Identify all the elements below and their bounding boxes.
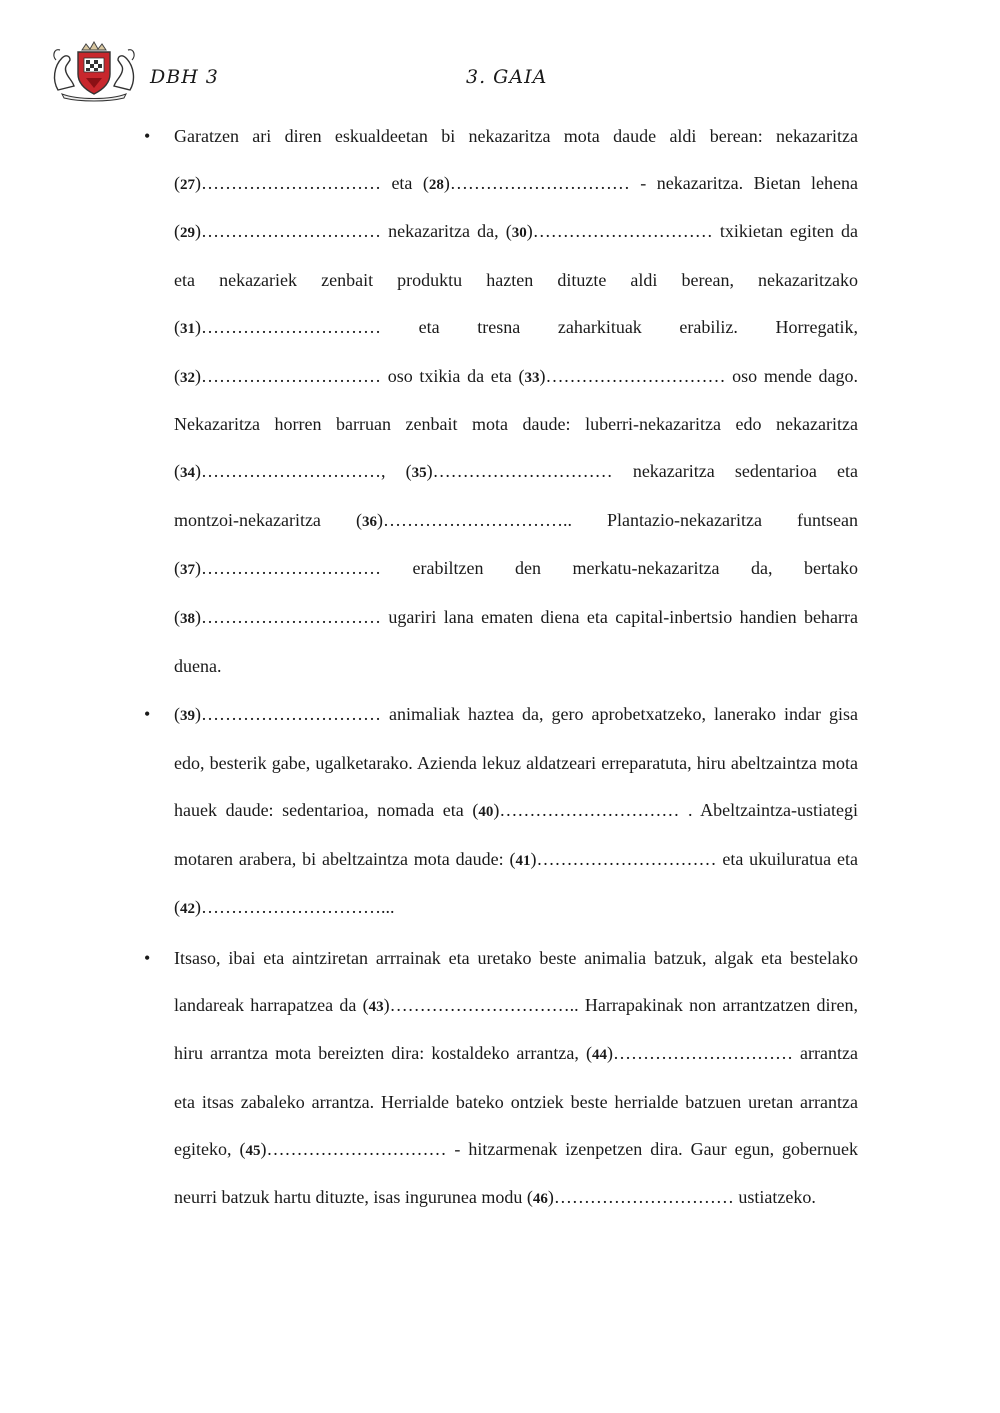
text-segment: ………………………… ustiatzeko. — [553, 1187, 816, 1208]
blank-number: 43 — [368, 998, 384, 1015]
bullet-item — [140, 691, 858, 933]
blank-number: 29 — [180, 225, 195, 242]
blank-number: 35 — [411, 464, 427, 481]
text-segment: ………………………… oso mende dago. Nekazaritza horren barruan zenbait mota daude: luberri-nekazaritza edo nekazaritza — [174, 365, 858, 435]
text-segment: ………………………… txikietan egiten da eta nekazariek zenbait produktu hazten dituzte aldi berean, nekazaritzako — [174, 221, 858, 291]
blank-number: 45 — [245, 1142, 261, 1159]
blank-number: 39 — [180, 708, 195, 725]
paragraph-text: • Garatzen ari diren eskualdeetan bi nekazaritza mota daude aldi berean: nekazaritza (27)………………………… eta (28)………………………… - nekazaritza. Bietan lehena (29)………………………… nekazaritza da, (30)………………………… txikietan egiten da eta nekazariek zenbait produktu hazten dituzte aldi berean, nekazaritzako (31)………………………… eta tresna zaharkituak erabiliz. Horregatik, (32)………………………… oso txikia da eta (33)………………………… oso mende dago. Nekazaritza horren barruan zenbait mota daude: luberri-nekazaritza edo nekazaritza (34)…………………………, (35)………………………… nekazaritza sedentarioa eta montzoi-nekazaritza (36)………………………….. Plantazio-nekazaritza funtsean (37)………………………… erabiltzen den merkatu-nekazaritza da, bertako (38)………………………… ugariri lana ematen diena eta capital-inbertsio handien beharra duena. — [174, 126, 858, 676]
text-segment: ………………………….. Plantazio-nekazaritza funtsean — [382, 509, 858, 530]
blank-number: 32 — [180, 369, 195, 386]
text-segment: ………………………… oso txikia da eta — [201, 365, 519, 386]
text-segment: ………………………… - nekazaritza. Bietan lehena — [449, 172, 858, 193]
bullet-item — [140, 113, 858, 689]
blank-number: 27 — [180, 176, 195, 193]
text-segment: ………………………… ugariri lana ematen diena eta capital-inbertsio handien beharra duena. — [174, 607, 858, 676]
text-segment: ………………………… eta — [201, 172, 423, 193]
blank-number: 44 — [591, 1047, 607, 1064]
blank-number: 46 — [532, 1191, 548, 1208]
bullet-item — [140, 935, 858, 1223]
text-segment: Garatzen ari diren eskualdeetan bi nekazaritza mota daude aldi berean: nekazaritza — [174, 126, 858, 146]
coat-of-arms-icon — [48, 40, 140, 102]
text-segment: ………………………… - hitzarmenak izenpetzen dira. Gaur egun, gobernuek neurri batzuk hartu dituzte, isas ingurunea modu — [174, 1138, 859, 1208]
worksheet-body — [140, 113, 858, 1225]
blank-number: 40 — [478, 803, 494, 820]
page-header — [0, 0, 1000, 110]
blank-number: 30 — [511, 225, 527, 242]
text-segment: ………………………… nekazaritza sedentarioa eta montzoi-nekazaritza — [174, 460, 858, 530]
unit-title: 3. GAIA — [466, 66, 548, 88]
blank-number: 38 — [180, 611, 195, 628]
blank-number: 33 — [524, 369, 540, 386]
blank-number: 37 — [180, 562, 195, 579]
text-segment: ………………………… . Abeltzaintza-ustiategi motaren arabera, bi abeltzaintza mota daude: — [174, 799, 859, 869]
text-segment: ………………………….. Harrapakinak non arrantzatzen diren, hiru arrantza mota bereizten dira: kostaldeko arrantza, — [174, 994, 858, 1064]
text-segment: ………………………… eta tresna zaharkituak erabiliz. Horregatik, — [201, 316, 858, 337]
blank-number: 31 — [180, 320, 195, 337]
blank-number: 28 — [428, 176, 444, 193]
text-segment: …………………………... — [201, 897, 395, 918]
text-segment: …………………………, — [201, 460, 406, 481]
blank-number: 42 — [180, 901, 195, 918]
course-label: DBH 3 — [150, 66, 219, 88]
text-segment: ………………………… eta ukuiluratua eta — [536, 848, 858, 869]
blank-number: 41 — [515, 852, 531, 869]
text-segment: ………………………… erabiltzen den merkatu-nekazaritza da, bertako — [201, 558, 858, 579]
paragraph-text: • (39)………………………… animaliak haztea da, gero aprobetxatzeko, lanerako indar gisa edo, besterik gabe, ugalketarako. Azienda lekuz aldatzeari erreparatuta, hiru abeltzaintza mota hauek daude: sedentarioa, nomada eta (40)………………………… . Abeltzaintza-ustiategi motaren arabera, bi abeltzaintza mota daude: (41)………………………… eta ukuiluratua eta (42)…………………………... — [174, 704, 859, 918]
blank-number: 34 — [180, 464, 195, 481]
text-segment: Itsaso, ibai eta aintziretan arrrainak eta uretako beste animalia batzuk, algak eta bestelako landareak harrapatzea da — [174, 947, 858, 1015]
blank-number: 36 — [361, 513, 377, 530]
paragraph-text: • Itsaso, ibai eta aintziretan arrrainak eta uretako beste animalia batzuk, algak eta bestelako landareak harrapatzea da (43)………………………….. Harrapakinak non arrantzatzen diren, hiru arrantza mota bereizten dira: kostaldeko arrantza, (44)………………………… arrantza eta itsas zabaleko arrantza. Herrialde bateko ontziek beste herrialde batzuen uretan arrantza egiteko, (45)………………………… - hitzarmenak izenpetzen dira. Gaur egun, gobernuek neurri batzuk hartu dituzte, isas ingurunea modu (46)………………………… ustiatzeko. — [174, 947, 859, 1208]
text-segment: ………………………… arrantza eta itsas zabaleko arrantza. Herrialde bateko ontziek beste herrialde batzuen uretan arrantza egiteko, — [174, 1043, 858, 1159]
text-segment: ………………………… nekazaritza da, — [201, 221, 506, 242]
bullet-list — [140, 113, 858, 1223]
text-segment: ………………………… animaliak haztea da, gero aprobetxatzeko, lanerako indar gisa edo, besterik gabe, ugalketarako. Azienda lekuz aldatzeari erreparatuta, hiru abeltzaintza mota hauek daude: sedentarioa, nomada eta — [174, 704, 858, 820]
